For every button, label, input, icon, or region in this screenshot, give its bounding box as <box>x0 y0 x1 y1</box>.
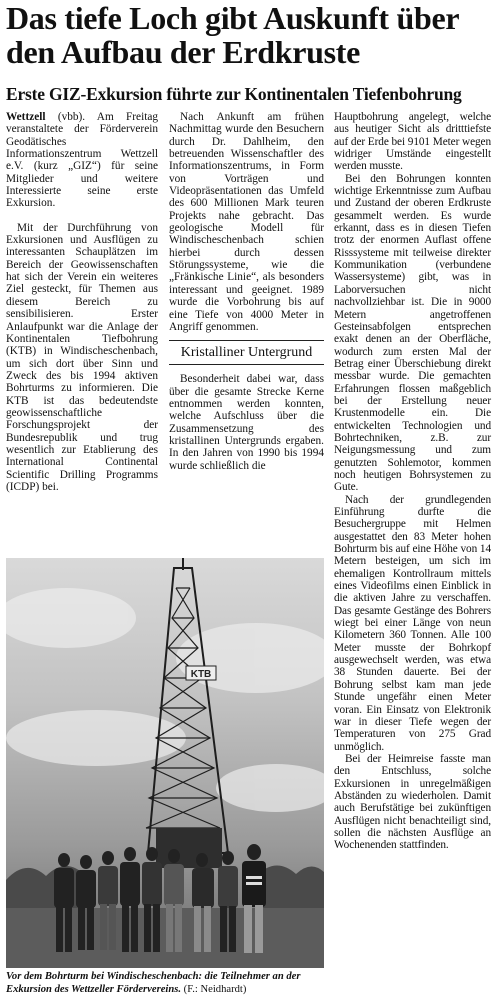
headline: Das tiefe Loch gibt Auskunft über den Aufbau der Erdkruste <box>6 0 459 70</box>
column-3 <box>334 111 491 852</box>
photo-drilling-tower <box>6 558 324 968</box>
subheadline: Erste GIZ-Exkursion führte zur Kontinentalen Tiefenbohrung <box>6 84 462 104</box>
ktb-sign-text: KTB <box>190 669 212 680</box>
crosshead: Kristalliner Untergrund <box>169 340 324 365</box>
dateline: Wettzell <box>6 111 46 123</box>
paragraph: Hauptbohrung angelegt, welche aus heutiger Sicht als dritttiefste auf der Erde bei 9101 Meter wegen widriger Umstände eingestellt werden musste. <box>334 111 491 173</box>
paragraph: Besonderheit dabei war, dass über die gesamte Strecke Kerne entnommen werden konnten, welche Aufschluss über die Zusammensetzung des kristallinen Untergrunds ergaben. In den Jahren von 1990 bis 1994 wurde schließlich die <box>169 373 324 472</box>
column-1 <box>6 111 158 493</box>
intro-text: (vbb). Am Freitag veranstaltete der Förderverein Geodätisches Informationszentrum Wettzell e.V. (kurz „GIZ“) für seine Mitglieder und weitere Interessierte seine erste Exkursion. <box>6 111 159 210</box>
photo-caption <box>6 970 326 996</box>
paragraph: Bei der Heimreise fasste man den Entschluss, solche Exkursionen in unregelmäßigen Abständen zu wiederholen. Damit auch Berufstätige bei zukünftigen Ausflügen nicht benachteiligt sind, sollen die nächsten Ausflüge an Wochenenden stattfinden. <box>334 752 491 852</box>
paragraph: Nach Ankunft am frühen Nachmittag wurde den Besuchern durch Dr. Dahlheim, den betreuenden Wissenschaftler des Informationszentrums, in Form von Vorträgen und Videopräsentationen das Umfeld des 600 Millionen Mark teuren Projekts nahe gebracht. Das geologische Modell für Windischeschenbach schien hierbei durch dessen Störungssysteme, wie die „Fränkische Linie“, als besonders interessant und geeignet. 1989 wurde die Vorbohrung bis auf eine Tiefe von 4000 Meter in Angriff genommen. <box>169 111 324 333</box>
ground <box>6 908 324 968</box>
paragraph: Mit der Durchführung von Exkursionen und Ausflügen zu interessanten Schauplätzen im Bereich der Geowissenschaften hat sich der Verein ein weiteres Ziel gesteckt, für Themen aus diesem Bereich zu sensibilisieren. Erster Anlaufpunkt war die Anlage der Kontinentalen Tiefbohrung (KTB) in Windischeschenbach, um sich dort über Sinn und Zweck des bis 1994 aktiven Bohrturms zu informieren. Die KTB ist das bedeutendste geowissenschaftliche Forschungsprojekt der Bundesrepublik und trug wesentlich zur Etablierung des International Continental Scientific Drilling Programms (ICDP) bei. <box>6 221 158 493</box>
paragraph-intro <box>6 111 158 210</box>
photo-illustration <box>6 558 324 968</box>
tower-base <box>156 828 222 868</box>
paragraph: Bei den Bohrungen konnten wichtige Erkenntnisse zum Aufbau und Zustand der oberen Erdkruste gesammelt werden. Es wurde erkannt, dass es in diesen Tiefen trotz der enormen Auflast offene Risssysteme mit teilweise direkter Kommunikation (verbundene Wassersysteme) gibt, was in Laborversuchen nicht nachvollziehbar ist. Die in 9000 Metern angetroffenen Gesteinsabfolgen entsprechen exakt denen an der Oberfläche, wodurch zum ersten Mal der Betrag einer Überschiebung direkt messbar wurde. Die gemachten Erfahrungen flossen maßgeblich bei der Erstellung neuer Krustenmodelle ein. Die entwickelten Technologien und Bohrtechniken, z.B. zur Neigungsmessung und zum genutzten Sohlemotor, kommen noch heutigen Bohrsystemen zu Gute. <box>334 172 491 494</box>
column-2 <box>169 111 324 472</box>
photo-credit: (F.: Neidhardt) <box>183 984 247 995</box>
paragraph: Nach der grundlegenden Einführung durfte die Besuchergruppe mit Helmen ausgestattet den 83 Meter hohen Bohrturm bis auf eine Höhe von 14 Metern besteigen, um sich im ehemaligen Kontrollraum mittels eines Videofilms einen Einblick in die aktiven Jahre zu verschaffen. Das gesamte Gestänge des Bohrers wiegt bei einer Länge von neun Kilometern 360 Tonnen. Alle 100 Meter musste der Bohrkopf ausgewechselt werden, was etwa 38 Stunden dauerte. Bei der Bohrung selbst kam man jede Stunde ungefähr einen Meter voran. Ein Einsatz von Elektronik war in dieser Tiefe wegen der Temperaturen von 275 Grad unmöglich. <box>334 493 491 753</box>
caption-text: Vor dem Bohrturm bei Windischeschenbach: die Teilnehmer an der Exkursion des Wettzeller Fördervereins. <box>6 971 301 995</box>
